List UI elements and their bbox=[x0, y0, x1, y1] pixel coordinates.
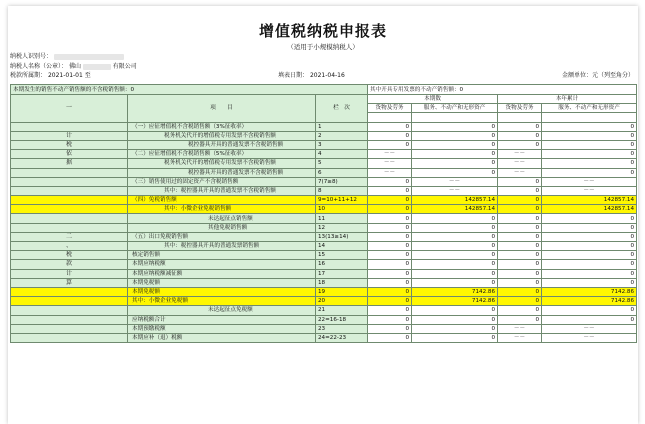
amount-cell[interactable]: 0 bbox=[498, 177, 542, 186]
col-no-cell: 10 bbox=[316, 205, 368, 214]
category-cell bbox=[11, 214, 128, 223]
taxpayer-name-suffix: 有限公司 bbox=[112, 63, 137, 70]
table-row bbox=[11, 140, 637, 149]
amount-cell[interactable]: 7142.86 bbox=[412, 297, 498, 306]
table-row bbox=[11, 177, 637, 186]
amount-cell[interactable]: 0 bbox=[412, 333, 498, 342]
tax-return-sheet bbox=[8, 6, 638, 424]
amount-cell[interactable]: 0 bbox=[412, 251, 498, 260]
amount-cell[interactable]: 0 bbox=[542, 150, 637, 159]
amount-cell[interactable]: 0 bbox=[542, 260, 637, 269]
table-row bbox=[11, 242, 637, 251]
table-row bbox=[11, 196, 637, 205]
item-cell: （三）销售使用过的固定资产不含税销售额 bbox=[128, 177, 316, 186]
item-cell: 本期应补（退）税额 bbox=[128, 333, 316, 342]
amount-cell[interactable]: 0 bbox=[498, 278, 542, 287]
amount-cell[interactable]: 0 bbox=[368, 140, 412, 149]
category-cell: 税 bbox=[11, 140, 128, 149]
table-row bbox=[11, 333, 637, 342]
tax-return-table bbox=[10, 84, 637, 343]
amount-cell[interactable]: 0 bbox=[542, 214, 637, 223]
taxpayer-name-label: 纳税人名称（公章）： bbox=[10, 63, 68, 70]
category-cell bbox=[11, 122, 128, 131]
table-row bbox=[11, 306, 637, 315]
amount-cell[interactable]: 0 bbox=[412, 122, 498, 131]
item-cell: 本期应纳税额减征额 bbox=[128, 269, 316, 278]
table-row bbox=[11, 297, 637, 306]
amount-cell[interactable]: 0 bbox=[498, 315, 542, 324]
current-period-header: 本期数 bbox=[368, 95, 498, 104]
amount-cell[interactable]: 142857.14 bbox=[412, 205, 498, 214]
col-no-cell: 8 bbox=[316, 186, 368, 195]
amount-cell[interactable]: 0 bbox=[498, 223, 542, 232]
amount-cell[interactable]: －－ bbox=[368, 168, 412, 177]
category-cell: 、 bbox=[11, 242, 128, 251]
amount-cell[interactable]: 0 bbox=[542, 251, 637, 260]
header-spacer-4 bbox=[542, 113, 637, 122]
item-cell: 应纳税额合计 bbox=[128, 315, 316, 324]
item-cell: 未达起征点销售额 bbox=[128, 214, 316, 223]
col-no-cell: 11 bbox=[316, 214, 368, 223]
col-no-cell: 18 bbox=[316, 278, 368, 287]
col-no-header: 栏 次 bbox=[316, 95, 368, 123]
header-spacer-3 bbox=[498, 113, 542, 122]
amount-cell[interactable]: 0 bbox=[368, 196, 412, 205]
immovable-left: 本期发生的销售不动产销售额的不含税销售额：0 bbox=[11, 85, 368, 95]
amount-cell[interactable]: 0 bbox=[368, 242, 412, 251]
category-cell bbox=[11, 186, 128, 195]
col-no-cell: 23 bbox=[316, 324, 368, 333]
col-no-cell: 16 bbox=[316, 260, 368, 269]
category-cell bbox=[11, 223, 128, 232]
table-row bbox=[11, 150, 637, 159]
table-row bbox=[11, 168, 637, 177]
item-cell: 其中：税控器具开具的普通发票销售额 bbox=[128, 242, 316, 251]
amount-cell[interactable]: 0 bbox=[498, 297, 542, 306]
category-cell: 款 bbox=[11, 260, 128, 269]
amount-cell[interactable]: 0 bbox=[412, 223, 498, 232]
col-no-cell: 9=10+11+12 bbox=[316, 196, 368, 205]
table-row bbox=[11, 214, 637, 223]
immovable-right: 其中开具专用发票的不动产销售额：0 bbox=[368, 85, 637, 95]
amount-cell[interactable]: －－ bbox=[542, 333, 637, 342]
amount-cell[interactable]: 0 bbox=[412, 315, 498, 324]
taxpayer-id-line bbox=[10, 51, 124, 60]
category-cell bbox=[11, 196, 128, 205]
amount-cell[interactable]: 0 bbox=[498, 214, 542, 223]
header-row-1 bbox=[11, 95, 637, 104]
amount-cell[interactable]: 0 bbox=[368, 223, 412, 232]
goods-ytd-header: 货物及劳务 bbox=[498, 104, 542, 113]
table-row bbox=[11, 269, 637, 278]
category-cell bbox=[11, 333, 128, 342]
amount-cell[interactable]: 0 bbox=[412, 131, 498, 140]
amount-cell[interactable]: 0 bbox=[412, 140, 498, 149]
amount-cell[interactable]: 0 bbox=[368, 306, 412, 315]
amount-cell[interactable]: －－ bbox=[412, 177, 498, 186]
col-no-cell: 20 bbox=[316, 297, 368, 306]
amount-cell[interactable]: 0 bbox=[368, 232, 412, 241]
amount-cell[interactable]: 0 bbox=[542, 232, 637, 241]
item-cell: （五）出口免税销售额 bbox=[128, 232, 316, 241]
category-cell: 依 bbox=[11, 150, 128, 159]
amount-cell[interactable]: 0 bbox=[498, 287, 542, 296]
amount-cell[interactable]: 0 bbox=[368, 278, 412, 287]
amount-cell[interactable]: 0 bbox=[542, 315, 637, 324]
goods-header: 货物及劳务 bbox=[368, 104, 412, 113]
item-cell: （一）应征增值税不含税销售额（3%征收率） bbox=[128, 122, 316, 131]
amount-cell[interactable]: 0 bbox=[498, 232, 542, 241]
unit-label: 金额单位：元（列至角分） bbox=[561, 72, 634, 79]
category-cell bbox=[11, 205, 128, 214]
amount-cell[interactable]: 0 bbox=[368, 131, 412, 140]
category-cell bbox=[11, 297, 128, 306]
table-row bbox=[11, 223, 637, 232]
tax-period-value: 2021-01-01 至 bbox=[47, 72, 91, 79]
amount-cell[interactable]: 0 bbox=[412, 269, 498, 278]
amount-cell[interactable]: 0 bbox=[542, 242, 637, 251]
amount-cell[interactable]: 0 bbox=[368, 287, 412, 296]
amount-cell[interactable]: 0 bbox=[412, 278, 498, 287]
amount-cell[interactable]: 142857.14 bbox=[542, 196, 637, 205]
amount-cell[interactable]: 0 bbox=[498, 186, 542, 195]
amount-cell[interactable]: 0 bbox=[542, 122, 637, 131]
amount-cell[interactable]: －－ bbox=[368, 150, 412, 159]
col-no-cell: 17 bbox=[316, 269, 368, 278]
amount-cell[interactable]: 0 bbox=[542, 168, 637, 177]
item-header: 项 目 bbox=[128, 95, 316, 123]
header-spacer-2 bbox=[412, 113, 498, 122]
amount-cell[interactable]: 0 bbox=[498, 242, 542, 251]
table-row bbox=[11, 122, 637, 131]
col-no-cell: 4 bbox=[316, 150, 368, 159]
services-header: 服务、不动产和无形资产 bbox=[412, 104, 498, 113]
table-row bbox=[11, 186, 637, 195]
amount-cell[interactable]: 0 bbox=[542, 159, 637, 168]
amount-cell[interactable]: 0 bbox=[368, 122, 412, 131]
item-cell: 本期免税额 bbox=[128, 287, 316, 296]
item-cell: 本期预缴税额 bbox=[128, 324, 316, 333]
amount-cell[interactable]: 0 bbox=[542, 140, 637, 149]
category-cell: 计 bbox=[11, 131, 128, 140]
category-cell bbox=[11, 177, 128, 186]
item-cell: 其中：小微企业免税额 bbox=[128, 297, 316, 306]
table-row bbox=[11, 251, 637, 260]
form-title: 增值税纳税申报表 bbox=[258, 22, 387, 40]
item-cell: 税控器具开具的普通发票不含税销售额 bbox=[128, 140, 316, 149]
amount-cell[interactable]: 7142.86 bbox=[412, 287, 498, 296]
amount-cell[interactable]: 0 bbox=[368, 251, 412, 260]
item-cell: 税控器具开具的普通发票不含税销售额 bbox=[128, 168, 316, 177]
col-no-cell: 14 bbox=[316, 242, 368, 251]
amount-cell[interactable]: 0 bbox=[368, 260, 412, 269]
category-cell: 计 bbox=[11, 269, 128, 278]
col-no-cell: 2 bbox=[316, 131, 368, 140]
amount-cell[interactable]: 0 bbox=[412, 150, 498, 159]
amount-cell[interactable]: 0 bbox=[412, 232, 498, 241]
table-row bbox=[11, 205, 637, 214]
col-no-cell: 24=22-23 bbox=[316, 333, 368, 342]
amount-cell[interactable]: 0 bbox=[498, 260, 542, 269]
col-no-cell: 12 bbox=[316, 223, 368, 232]
amount-cell[interactable]: －－ bbox=[542, 186, 637, 195]
col-no-cell: 15 bbox=[316, 251, 368, 260]
category-cell: 据 bbox=[11, 159, 128, 168]
category-cell bbox=[11, 324, 128, 333]
item-cell: 其中：小微企业免税销售额 bbox=[128, 205, 316, 214]
amount-cell[interactable]: 0 bbox=[498, 140, 542, 149]
amount-cell[interactable]: 0 bbox=[542, 131, 637, 140]
amount-cell[interactable]: 0 bbox=[368, 269, 412, 278]
amount-cell[interactable]: 0 bbox=[412, 242, 498, 251]
amount-cell[interactable]: 0 bbox=[542, 223, 637, 232]
amount-cell[interactable]: 7142.86 bbox=[542, 287, 637, 296]
category-cell: 税 bbox=[11, 251, 128, 260]
category-cell bbox=[11, 306, 128, 315]
col-no-cell: 5 bbox=[316, 159, 368, 168]
amount-cell[interactable]: －－ bbox=[368, 159, 412, 168]
amount-cell[interactable]: 0 bbox=[498, 196, 542, 205]
col-no-cell: 1 bbox=[316, 122, 368, 131]
redacted-company-name bbox=[83, 64, 111, 70]
taxpayer-name-line bbox=[10, 61, 137, 70]
col-no-cell: 21 bbox=[316, 306, 368, 315]
amount-cell[interactable]: 0 bbox=[498, 251, 542, 260]
ytd-header: 本年累计 bbox=[498, 95, 637, 104]
amount-cell[interactable]: 0 bbox=[412, 214, 498, 223]
amount-cell[interactable]: 0 bbox=[368, 333, 412, 342]
category-cell: 算 bbox=[11, 278, 128, 287]
amount-cell[interactable]: 0 bbox=[412, 306, 498, 315]
table-row bbox=[11, 232, 637, 241]
amount-cell[interactable]: －－ bbox=[498, 333, 542, 342]
amount-cell[interactable]: 0 bbox=[368, 214, 412, 223]
amount-cell[interactable]: －－ bbox=[498, 159, 542, 168]
item-cell: 本期应纳税额 bbox=[128, 260, 316, 269]
item-cell: 本期免税额 bbox=[128, 278, 316, 287]
amount-cell[interactable]: 0 bbox=[368, 177, 412, 186]
amount-cell[interactable]: 0 bbox=[412, 324, 498, 333]
col-no-cell: 13(13≥14) bbox=[316, 232, 368, 241]
amount-cell[interactable]: 0 bbox=[498, 205, 542, 214]
amount-cell[interactable]: －－ bbox=[412, 186, 498, 195]
tax-period-line bbox=[10, 70, 91, 79]
amount-cell[interactable]: 0 bbox=[368, 324, 412, 333]
amount-cell[interactable]: 0 bbox=[542, 306, 637, 315]
amount-cell[interactable]: －－ bbox=[542, 324, 637, 333]
table-row bbox=[11, 324, 637, 333]
table-row bbox=[11, 159, 637, 168]
amount-cell[interactable]: －－ bbox=[498, 324, 542, 333]
form-subtitle: （适用于小规模纳税人） bbox=[287, 43, 359, 51]
immovable-row bbox=[11, 85, 637, 95]
amount-cell[interactable]: 0 bbox=[542, 278, 637, 287]
item-cell: 其中：税控器具开具的普通发票不含税销售额 bbox=[128, 186, 316, 195]
amount-cell[interactable]: 0 bbox=[542, 269, 637, 278]
amount-cell[interactable]: －－ bbox=[542, 177, 637, 186]
services-ytd-header: 服务、不动产和无形资产 bbox=[542, 104, 637, 113]
category-cell bbox=[11, 287, 128, 296]
taxpayer-id-label: 纳税人识别号： bbox=[10, 53, 53, 60]
item-cell: （四）免税销售额 bbox=[128, 196, 316, 205]
category-header-top: 一 bbox=[65, 104, 72, 112]
col-no-cell: 19 bbox=[316, 287, 368, 296]
amount-cell[interactable]: 142857.14 bbox=[542, 205, 637, 214]
amount-cell[interactable]: 0 bbox=[368, 315, 412, 324]
fill-date-label: 填表日期： bbox=[278, 72, 309, 79]
category-cell: 二 bbox=[11, 232, 128, 241]
col-no-cell: 3 bbox=[316, 140, 368, 149]
fill-date-value: 2021-04-16 bbox=[309, 72, 345, 79]
amount-cell[interactable]: 0 bbox=[368, 186, 412, 195]
category-header bbox=[11, 95, 128, 123]
item-cell: 税务机关代开的增值税专用发票不含税销售额 bbox=[128, 159, 316, 168]
amount-cell[interactable]: 0 bbox=[412, 260, 498, 269]
col-no-cell: 22=16-18 bbox=[316, 315, 368, 324]
table-row bbox=[11, 260, 637, 269]
amount-cell[interactable]: 0 bbox=[368, 205, 412, 214]
item-cell: 其他免税销售额 bbox=[128, 223, 316, 232]
tax-period-label: 税款所属期： bbox=[10, 72, 47, 79]
table-row bbox=[11, 278, 637, 287]
item-cell: 未达起征点免税额 bbox=[128, 306, 316, 315]
table-row bbox=[11, 131, 637, 140]
col-no-cell: 6 bbox=[316, 168, 368, 177]
amount-cell[interactable]: 0 bbox=[412, 159, 498, 168]
category-cell bbox=[11, 168, 128, 177]
item-cell: 核定销售额 bbox=[128, 251, 316, 260]
amount-cell[interactable]: －－ bbox=[498, 150, 542, 159]
amount-cell[interactable]: 0 bbox=[498, 269, 542, 278]
amount-cell[interactable]: 0 bbox=[498, 306, 542, 315]
amount-cell[interactable]: 0 bbox=[368, 297, 412, 306]
amount-cell[interactable]: 7142.86 bbox=[542, 297, 637, 306]
amount-cell[interactable]: －－ bbox=[498, 168, 542, 177]
amount-cell[interactable]: 0 bbox=[412, 168, 498, 177]
amount-cell[interactable]: 0 bbox=[498, 122, 542, 131]
table-row bbox=[11, 315, 637, 324]
item-cell: 税务机关代开的增值税专用发票不含税销售额 bbox=[128, 131, 316, 140]
category-cell bbox=[11, 315, 128, 324]
amount-cell[interactable]: 142857.14 bbox=[412, 196, 498, 205]
amount-cell[interactable]: 0 bbox=[498, 131, 542, 140]
col-no-cell: 7(7≥8) bbox=[316, 177, 368, 186]
redacted-taxpayer-id bbox=[54, 54, 124, 60]
header-spacer-1 bbox=[368, 113, 412, 122]
item-cell: （二）应征增值税不含税销售额（5%征收率） bbox=[128, 150, 316, 159]
taxpayer-name-value: 佛山 bbox=[68, 63, 81, 70]
table-row bbox=[11, 287, 637, 296]
fill-date-line bbox=[278, 70, 345, 79]
